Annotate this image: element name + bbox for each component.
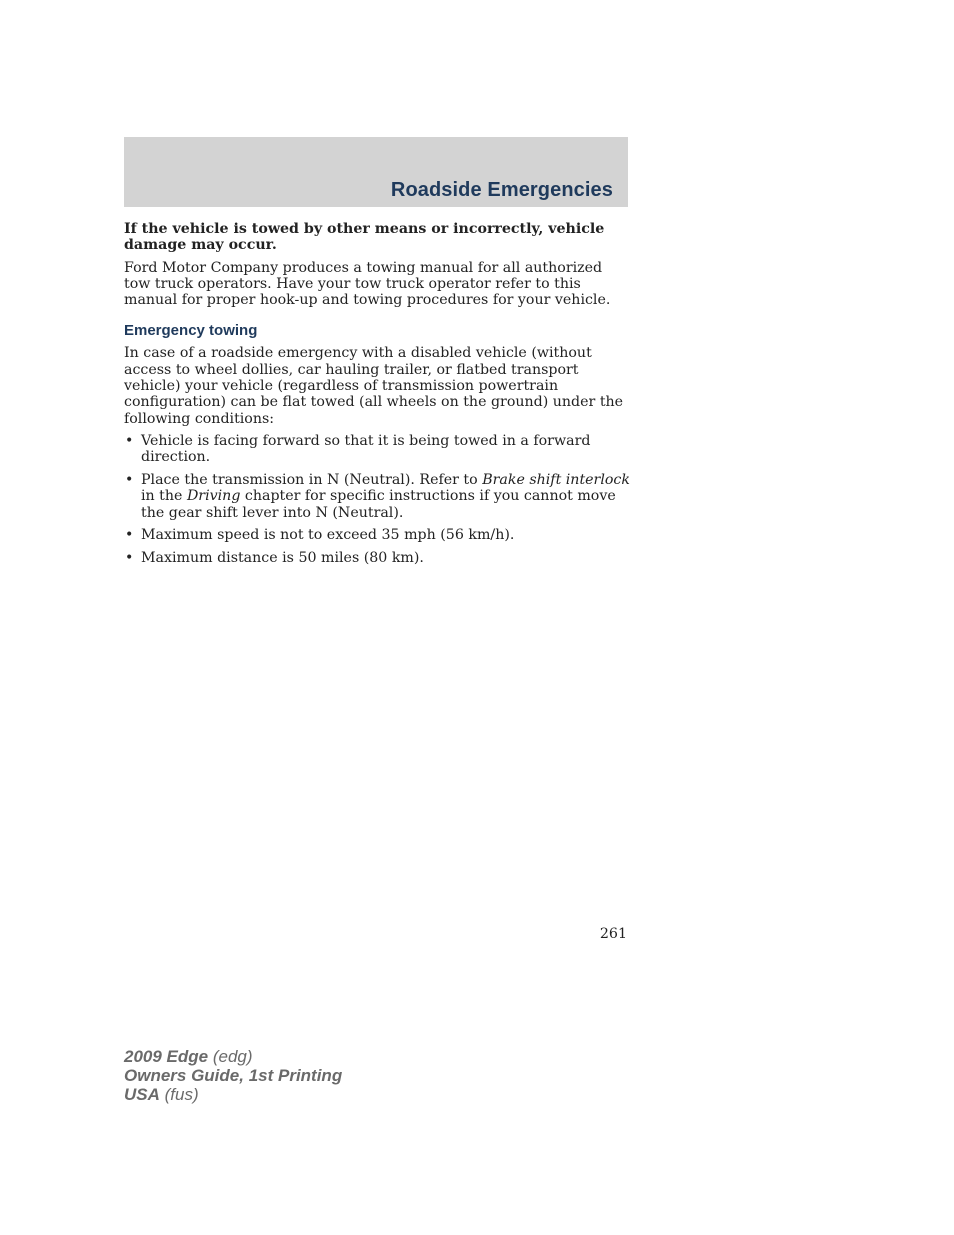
footer-model-code: (edg) xyxy=(208,1047,253,1066)
list-item xyxy=(124,550,630,566)
list-item xyxy=(124,527,630,543)
footer-line-model xyxy=(124,1047,342,1066)
section-title: Roadside Emergencies xyxy=(390,179,613,201)
list-item-text: Maximum distance is 50 miles (80 km). xyxy=(141,550,424,567)
footer-market-name: USA xyxy=(124,1085,160,1104)
page-content xyxy=(124,221,630,573)
bullet-icon: • xyxy=(125,550,134,567)
emergency-towing-paragraph: In case of a roadside emergency with a disabled vehicle (without access to wheel dollies, car hauling trailer, or flatbed transport vehicle) your vehicle (regardless of transmission powertrain configuration) can be flat towed (all wheels on the ground) under the following conditions: xyxy=(124,345,624,427)
warning-text: If the vehicle is towed by other means or incorrectly, vehicle damage may occur. xyxy=(124,221,605,254)
cross-reference-brake-shift-interlock: Brake shift interlock xyxy=(482,472,630,489)
cross-reference-driving-chapter: Driving xyxy=(186,488,241,505)
footer-line-edition: Owners Guide, 1st Printing xyxy=(124,1066,343,1085)
list-item xyxy=(124,433,630,466)
bullet-icon: • xyxy=(125,472,134,489)
footer-market-code: (fus) xyxy=(159,1085,199,1104)
section-header-band xyxy=(124,137,628,207)
bullet-icon: • xyxy=(125,432,134,449)
document-footer xyxy=(124,1047,342,1104)
footer-line-market xyxy=(124,1085,342,1104)
list-item-text: chapter for specific instructions if you cannot move the gear shift lever into N (Neutral). xyxy=(141,488,616,521)
page-number: 261 xyxy=(599,926,627,942)
towing-conditions-list xyxy=(124,433,630,567)
bullet-icon: • xyxy=(125,527,134,544)
list-item xyxy=(124,472,630,521)
emergency-towing-heading: Emergency towing xyxy=(124,322,258,340)
list-item-text: in the xyxy=(141,488,187,505)
list-item-text: Vehicle is facing forward so that it is being towed in a forward direction. xyxy=(141,432,591,466)
list-item-text: Place the transmission in N (Neutral). Refer to xyxy=(141,472,483,489)
list-item-text: Maximum speed is not to exceed 35 mph (56 km/h). xyxy=(141,527,515,544)
towing-manual-paragraph: Ford Motor Company produces a towing manual for all authorized tow truck operators. Have your tow truck operator refer to this manual for proper hook-up and towing procedures for your vehicle. xyxy=(124,259,611,309)
footer-model-name: 2009 Edge xyxy=(124,1047,209,1066)
